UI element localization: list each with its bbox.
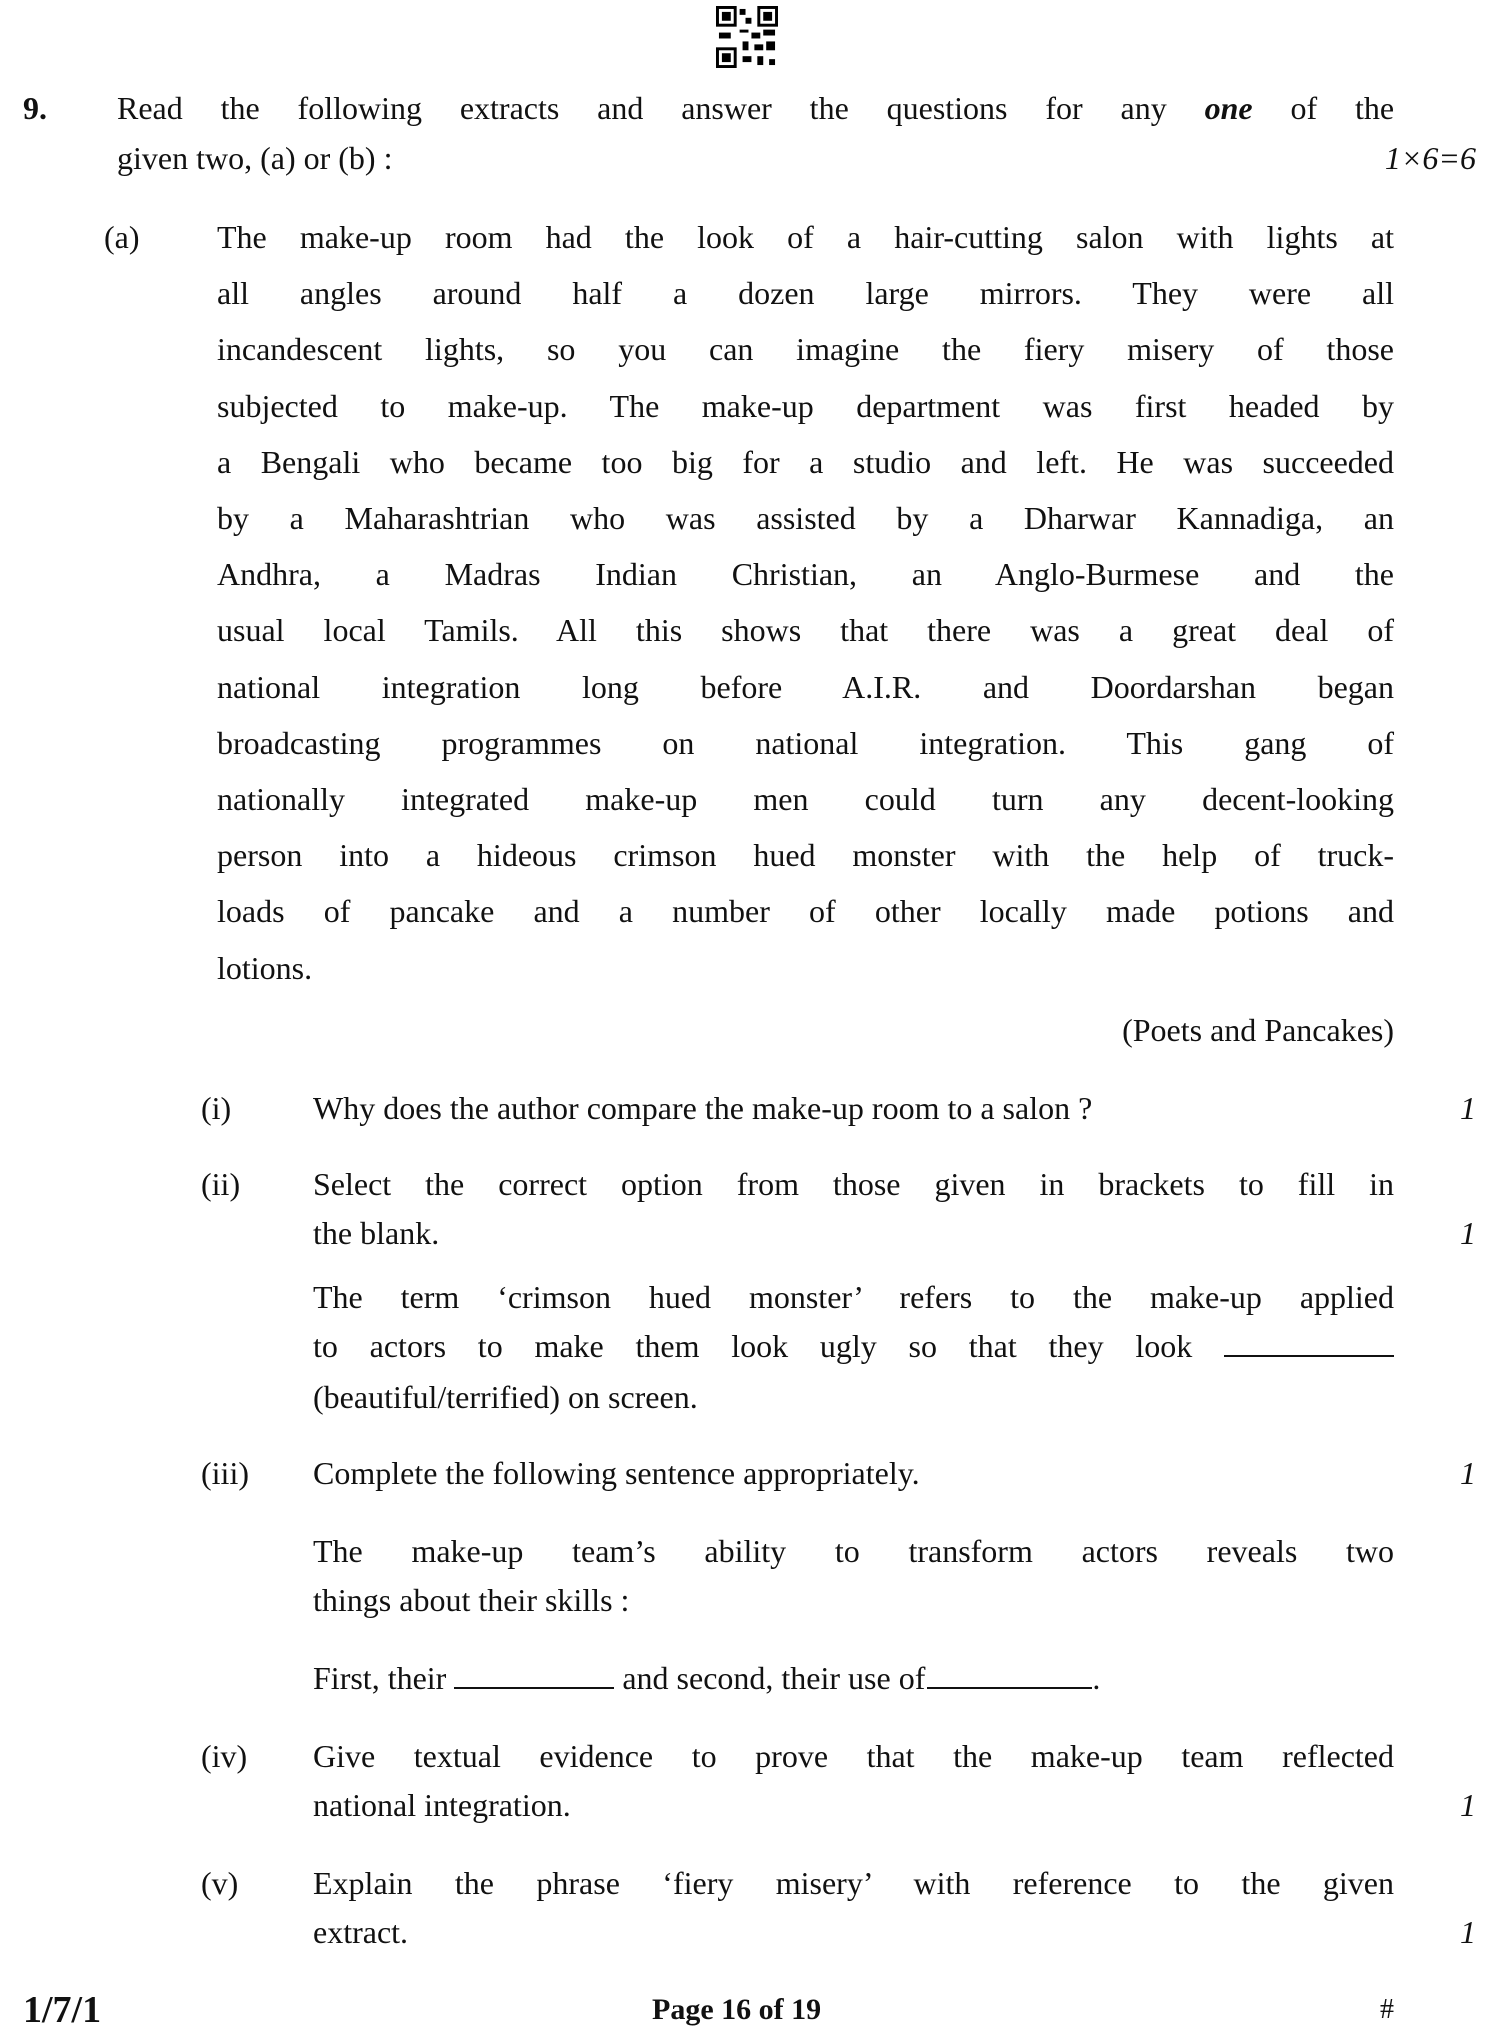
extract-source: (Poets and Pancakes): [1122, 1012, 1394, 1048]
subq-iii-text: Complete the following sentence appropriately.: [313, 1455, 920, 1491]
subq-iii-first: First, their: [313, 1660, 447, 1696]
extract-line: loads of pancake and a number of other locally made potions and: [217, 893, 1394, 930]
subq-iii-number: (iii): [201, 1455, 249, 1491]
extract-line: broadcasting programmes on national integration. This gang of: [217, 724, 1394, 761]
intro-emphasis: one: [1204, 90, 1253, 126]
subq-iii-para2: things about their skills :: [313, 1582, 630, 1618]
fill-blank: [927, 1661, 1092, 1689]
extract-line: lotions.: [217, 949, 313, 986]
extract-line: Andhra, a Madras Indian Christian, an Anglo-Burmese and the: [217, 556, 1394, 593]
page-number: Page 16 of 19: [652, 1993, 822, 2026]
subq-iii-second: and second, their use of: [622, 1660, 926, 1696]
subq-v-mark: 1: [1460, 1914, 1476, 1950]
subq-ii-para2: [313, 1326, 1394, 1366]
subq-i-mark: 1: [1460, 1090, 1476, 1126]
footer-symbol: #: [1380, 1994, 1394, 2025]
intro-text: Read the following extracts and answer the questions for any: [117, 90, 1167, 126]
extract-line: incandescent lights, so you can imagine the fiery misery of those: [217, 331, 1394, 368]
subq-ii-para1: The term ‘crimson hued monster’ refers to the make-up applied: [313, 1279, 1394, 1315]
question-intro-line1: [117, 88, 1394, 128]
subq-iii-period: .: [1092, 1660, 1101, 1696]
extract-line: national integration long before A.I.R. and Doordarshan began: [217, 668, 1394, 705]
subq-v-number: (v): [201, 1865, 239, 1901]
extract-line: a Bengali who became too big for a studio and left. He was succeeded: [217, 443, 1394, 480]
intro-text-end: of the: [1290, 90, 1395, 126]
fill-blank: [1224, 1329, 1394, 1357]
extract-line: all angles around half a dozen large mirrors. They were all: [217, 275, 1394, 312]
fill-blank: [454, 1661, 614, 1689]
subq-iii-para1: The make-up team’s ability to transform actors reveals two: [313, 1533, 1394, 1569]
subq-iv-number: (iv): [201, 1738, 248, 1774]
subq-ii-mark: 1: [1460, 1215, 1476, 1251]
question-intro-line2: given two, (a) or (b) :: [117, 140, 393, 176]
extract-line: The make-up room had the look of a hair-cutting salon with lights at: [217, 219, 1394, 255]
subq-iv-mark: 1: [1460, 1787, 1476, 1823]
paper-code: 1/7/1: [23, 1989, 102, 2031]
extract-line: by a Maharashtrian who was assisted by a Dharwar Kannadiga, an: [217, 500, 1394, 536]
question-marks: 1×6=6: [1384, 140, 1476, 176]
subq-v-line1: Explain the phrase ‘fiery misery’ with reference to the given: [313, 1865, 1394, 1901]
subq-iii-mark: 1: [1460, 1455, 1476, 1491]
question-number: 9.: [23, 90, 47, 126]
extract-line: nationally integrated make-up men could turn any decent-looking: [217, 781, 1394, 817]
subq-ii-number: (ii): [201, 1166, 241, 1202]
extract-line: subjected to make-up. The make-up department was first headed by: [217, 387, 1394, 424]
subq-iv-line1: Give textual evidence to prove that the make-up team reflected: [313, 1738, 1394, 1774]
subq-i-number: (i): [201, 1090, 232, 1126]
subq-v-line2: extract.: [313, 1914, 409, 1950]
subq-iii-para3: [313, 1658, 1100, 1698]
subq-ii-para3: (beautiful/terrified) on screen.: [313, 1379, 698, 1415]
extract-label: (a): [104, 219, 140, 255]
subq-i-text: Why does the author compare the make-up room to a salon ?: [313, 1090, 1093, 1126]
subq-ii-line1: Select the correct option from those given in brackets to fill in: [313, 1166, 1394, 1202]
subq-iv-line2: national integration.: [313, 1787, 571, 1823]
extract-line: usual local Tamils. All this shows that there was a great deal of: [217, 612, 1394, 649]
subq-ii-line2: the blank.: [313, 1215, 440, 1251]
qr-code: [716, 6, 778, 68]
extract-line: person into a hideous crimson hued monster with the help of truck-: [217, 837, 1394, 874]
subq-ii-para2-text: to actors to make them look ugly so that they look: [313, 1328, 1193, 1364]
